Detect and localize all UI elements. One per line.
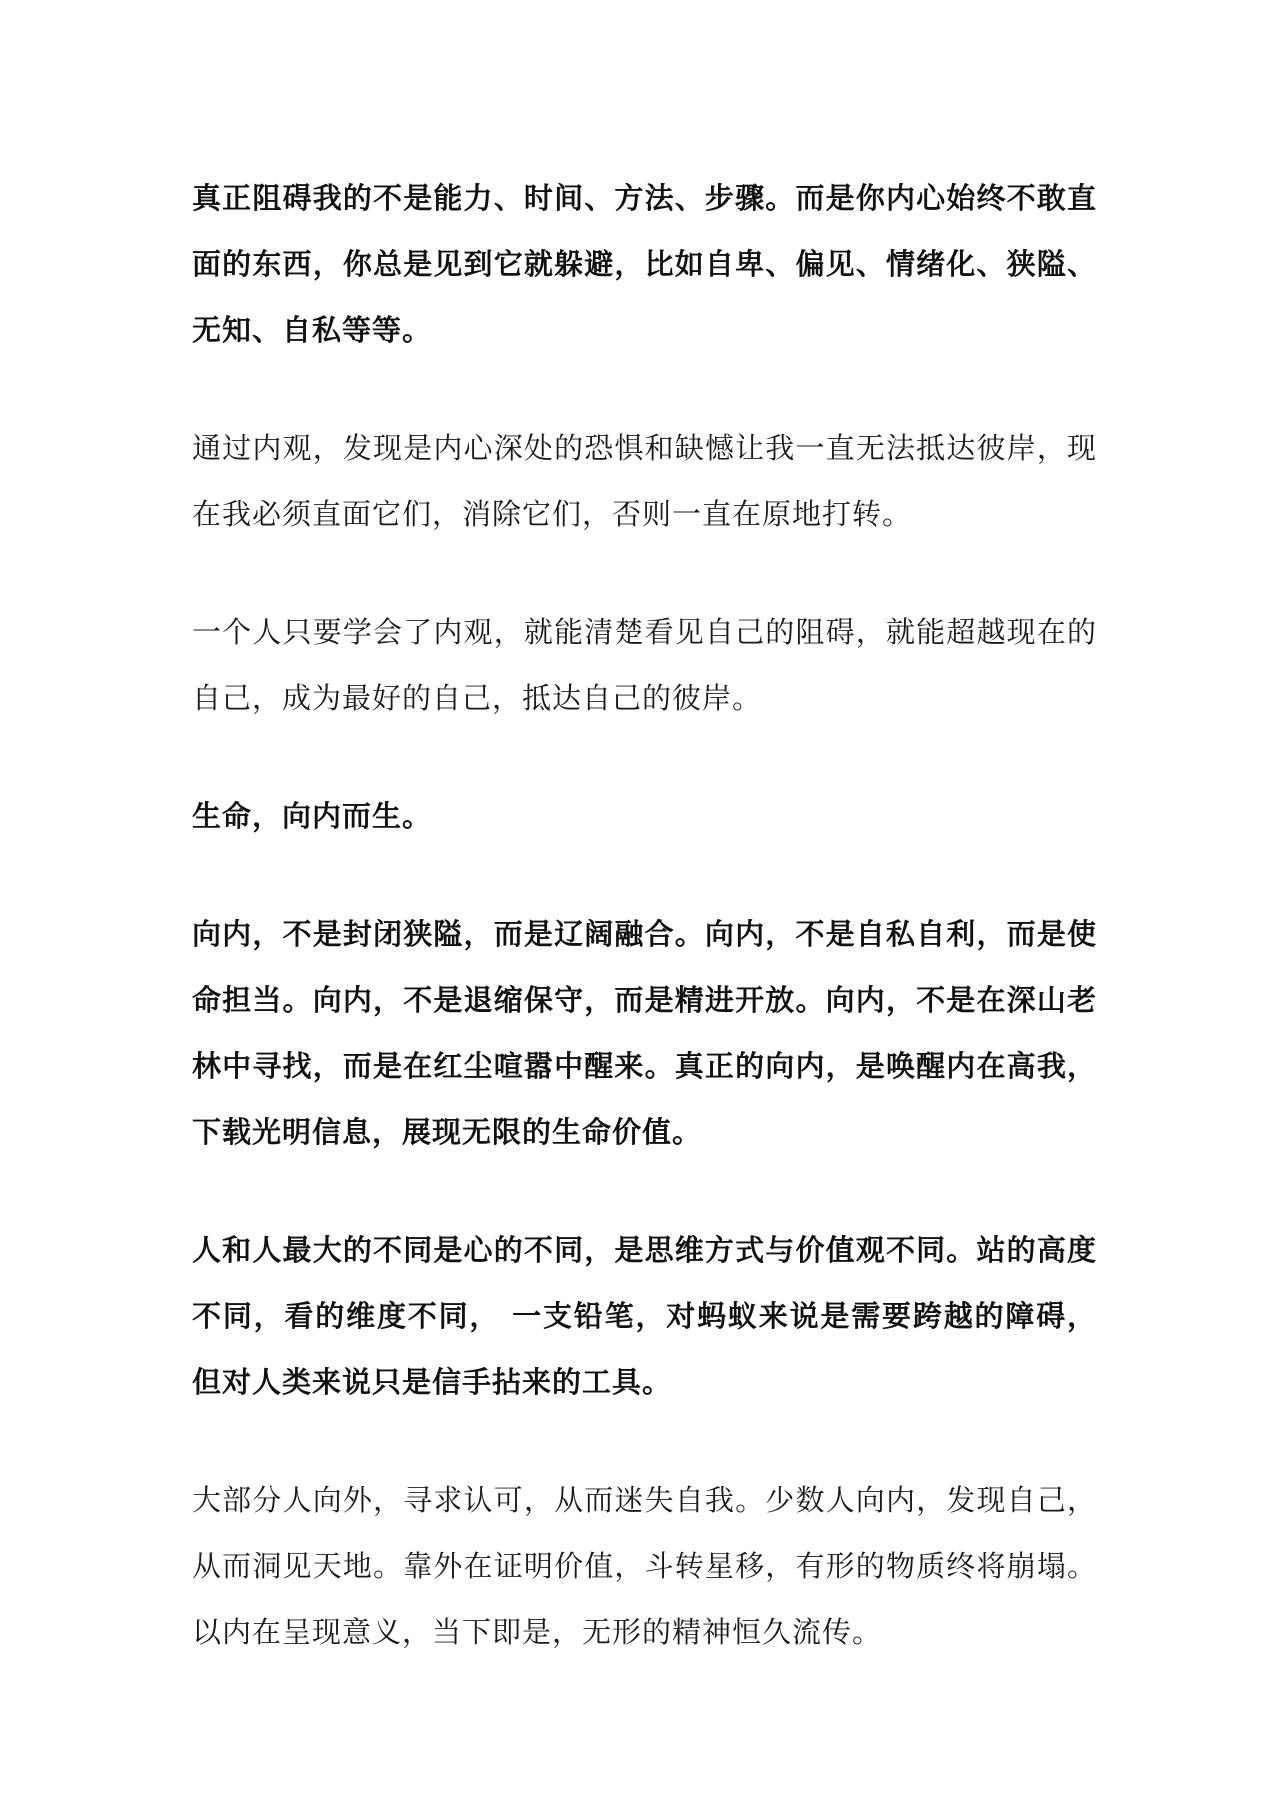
paragraph-2: 通过内观，发现是内心深处的恐惧和缺憾让我一直无法抵达彼岸，现在我必须直面它们，消除它们，否则一直在原地打转。 [192,431,1097,531]
paragraph-4: 生命，向内而生。 [192,799,433,833]
paragraph-7: 大部分人向外，寻求认可，从而迷失自我。少数人向内，发现自己，从而洞见天地。靠外在证明价值，斗转星移，有形的物质终将崩塌。以内在呈现意义，当下即是，无形的精神恒久流传。 [192,1483,1097,1649]
paragraph-1: 真正阻碍我的不是能力、时间、方法、步骤。而是你内心始终不敢直面的东西，你总是见到它就躲避，比如自卑、偏见、情绪化、狭隘、无知、自私等等。 [192,181,1097,347]
paragraph-3: 一个人只要学会了内观，就能清楚看见自己的阻碍，就能超越现在的自己，成为最好的自己，抵达自己的彼岸。 [192,615,1097,715]
paragraph-6: 人和人最大的不同是心的不同，是思维方式与价值观不同。站的高度不同，看的维度不同， 一支铅笔，对蚂蚁来说是需要跨越的障碍，但对人类来说只是信手拈来的工具。 [192,1233,1097,1399]
paragraph-5: 向内，不是封闭狭隘，而是辽阔融合。向内，不是自私自利，而是使命担当。向内，不是退缩保守，而是精进开放。向内，不是在深山老林中寻找，而是在红尘喧嚣中醒来。真正的向内，是唤醒内在高我，下载光明信息，展现无限的生命价值。 [192,917,1097,1149]
document-body [192,165,1097,1717]
